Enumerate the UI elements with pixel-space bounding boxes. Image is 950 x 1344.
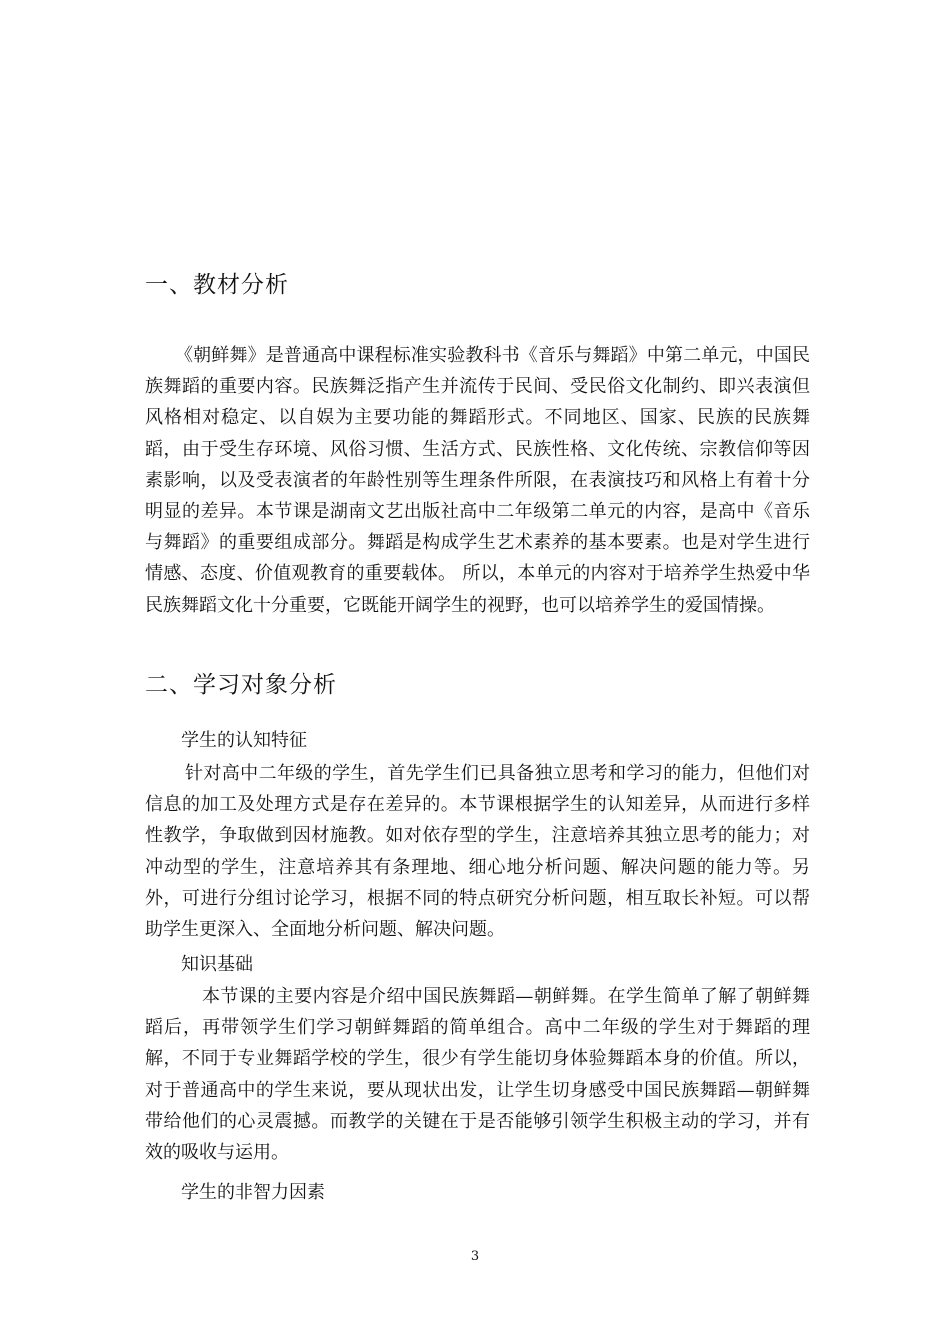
section-heading-learner-analysis: 二、学习对象分析: [145, 672, 337, 698]
knowledge-base-paragraph: 本节课的主要内容是介绍中国民族舞蹈—朝鲜舞。在学生简单了解了朝鲜舞蹈后，再带领学生们学习朝鲜舞蹈的简单组合。高中二年级的学生对于舞蹈的理解，不同于专业舞蹈学校的学生，很少有学生能切身体验舞蹈本身的价值。所以，对于普通高中的学生来说，要从现状出发，让学生切身感受中国民族舞蹈—朝鲜舞带给他们的心灵震撼。而教学的关键在于是否能够引领学生积极主动的学习，并有效的吸收与运用。: [145, 986, 810, 1164]
section-heading-textbook-analysis: 一、教材分析: [145, 272, 289, 298]
subheading-non-intellectual-factors: 学生的非智力因素: [181, 1182, 325, 1203]
subheading-cognitive-features: 学生的认知特征: [181, 730, 307, 751]
page-number: 3: [470, 1249, 480, 1264]
textbook-analysis-paragraph: 《朝鲜舞》是普通高中课程标准实验教科书《音乐与舞蹈》中第二单元，中国民族舞蹈的重要内容。民族舞泛指产生并流传于民间、受民俗文化制约、即兴表演但风格相对稳定、以自娱为主要功能的舞蹈形式。不同地区、国家、民族的民族舞蹈，由于受生存环境、风俗习惯、生活方式、民族性格、文化传统、宗教信仰等因素影响，以及受表演者的年龄性别等生理条件所限，在表演技巧和风格上有着十分明显的差异。本节课是湖南文艺出版社高中二年级第二单元的内容，是高中《音乐与舞蹈》的重要组成部分。舞蹈是构成学生艺术素养的基本要素。也是对学生进行情感、态度、价值观教育的重要载体。 所以，本单元的内容对于培养学生热爱中华民族舞蹈文化十分重要，它既能开阔学生的视野，也可以培养学生的爱国情操。: [145, 345, 810, 616]
cognitive-features-paragraph: 针对高中二年级的学生，首先学生们已具备独立思考和学习的能力，但他们对信息的加工及处理方式是存在差异的。本节课根据学生的认知差异，从而进行多样性教学，争取做到因材施教。如对依存型的学生，注意培养其独立思考的能力；对冲动型的学生，注意培养其有条理地、细心地分析问题、解决问题的能力等。另外，可进行分组讨论学习，根据不同的特点研究分析问题，相互取长补短。可以帮助学生更深入、全面地分析问题、解决问题。: [145, 763, 810, 941]
subheading-knowledge-base: 知识基础: [181, 954, 253, 975]
